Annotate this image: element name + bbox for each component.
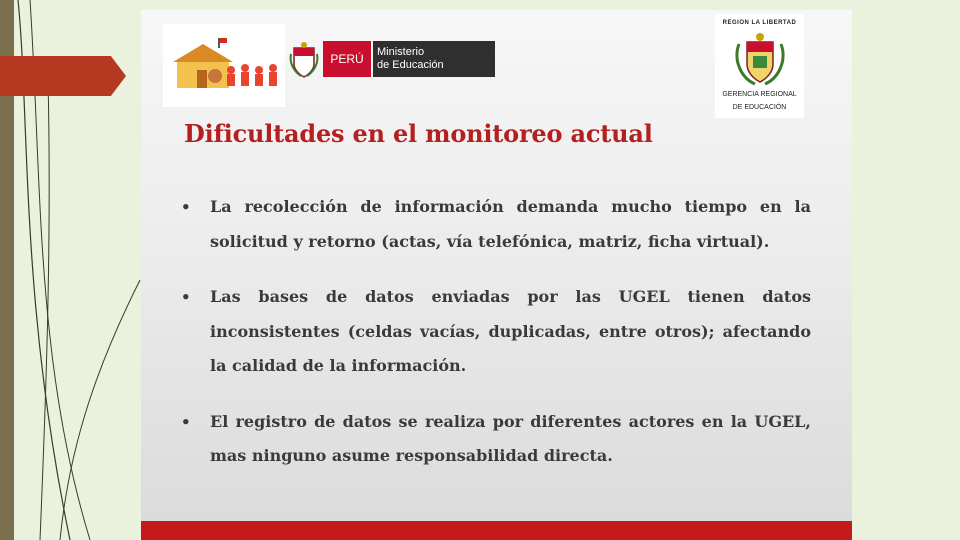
- ministerio-line2: de Educación: [377, 59, 444, 71]
- bullet-text: Las bases de datos enviadas por las UGEL tienen datos inconsistentes (celdas vacías, duplicadas, entre otros); afectando la calidad de la información.: [210, 287, 811, 375]
- region-bottom-line1: GERENCIA REGIONAL: [722, 91, 797, 98]
- gerencia-regional-logo: [715, 14, 804, 118]
- ministerio-educacion-logo: [289, 40, 499, 80]
- ministerio-line1: Ministerio: [377, 46, 425, 58]
- region-bottom-text: [715, 88, 804, 114]
- bullet-item: [178, 190, 811, 259]
- bullet-list: [178, 190, 811, 495]
- ministerio-label: [373, 41, 495, 77]
- bullet-marker: •: [181, 412, 191, 431]
- region-top-text: REGION LA LIBERTAD: [722, 20, 797, 26]
- regional-crest-icon: [733, 32, 787, 88]
- peru-label: PERÚ: [323, 41, 371, 77]
- bullet-marker: •: [181, 198, 191, 216]
- slide-footer-bar: [141, 521, 852, 540]
- bullet-item: [178, 405, 811, 474]
- region-bottom-line2: DE EDUCACIÓN: [732, 104, 787, 111]
- bullet-item: [178, 280, 811, 384]
- arrow-tab: [0, 56, 126, 96]
- slide-title: Dificultades en el monitoreo actual: [184, 119, 653, 148]
- kids-school-logo: [163, 24, 285, 107]
- slide-panel: [141, 10, 852, 540]
- bullet-text: El registro de datos se realiza por diferentes actores en la UGEL, mas ninguno asume responsabilidad directa.: [210, 411, 811, 465]
- bullet-marker: •: [181, 288, 191, 306]
- bullet-text: La recolección de información demanda mucho tiempo en la solicitud y retorno (actas, vía telefónica, matriz, ficha virtual).: [210, 197, 811, 251]
- peru-shield-icon: [289, 40, 319, 80]
